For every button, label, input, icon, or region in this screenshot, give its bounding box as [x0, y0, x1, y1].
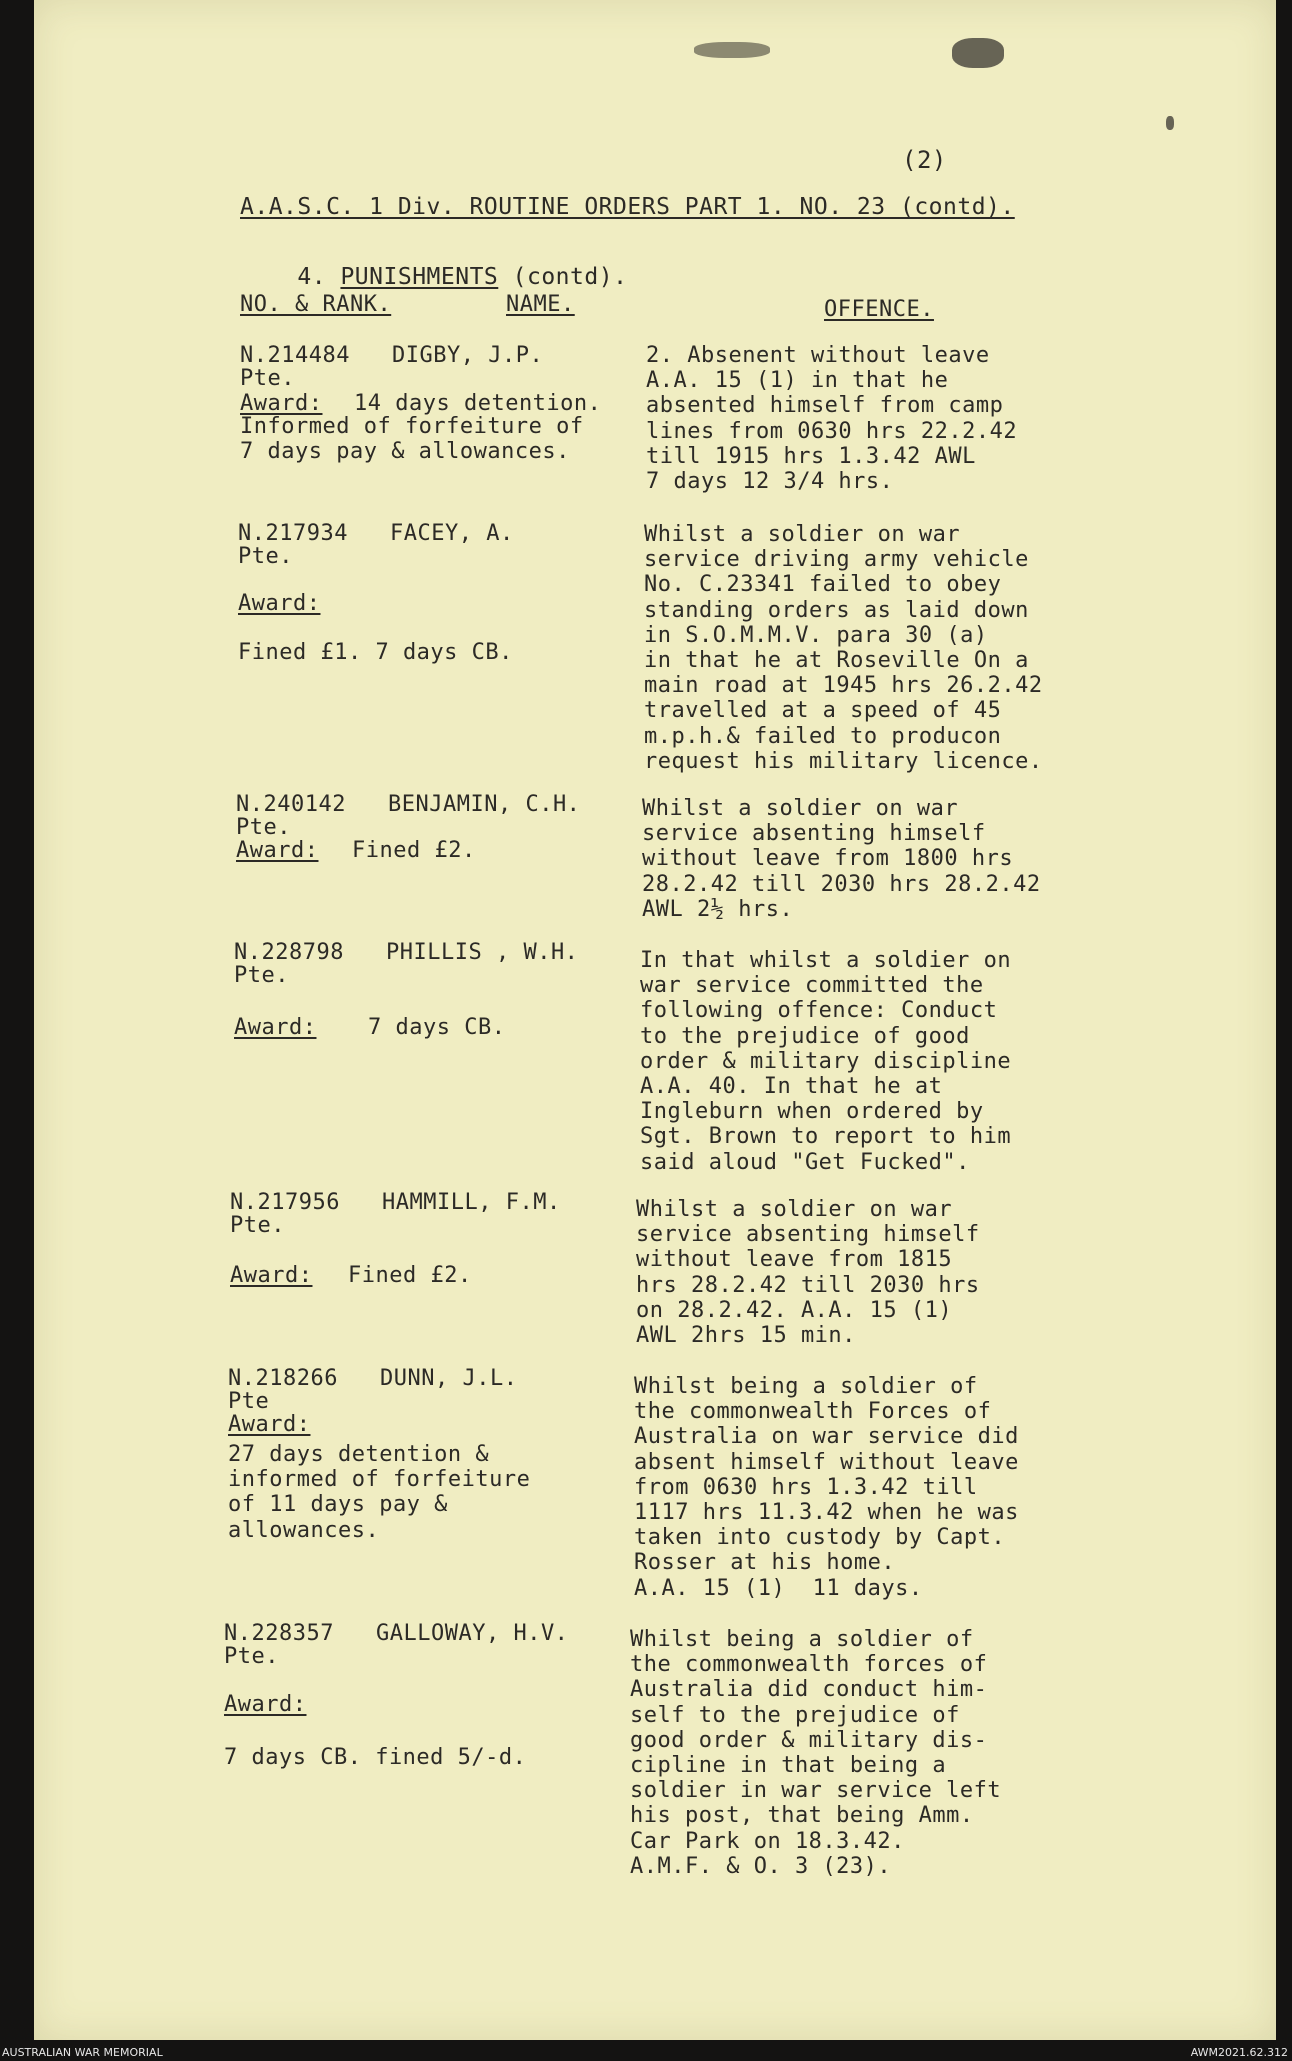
column-header-offence: OFFENCE. [824, 297, 934, 322]
award-text: Fined £1. 7 days CB. [238, 640, 513, 665]
entry-name: DIGBY, J.P. [392, 343, 544, 368]
entry-rank: Pte. [224, 1644, 279, 1669]
column-header-name: NAME. [506, 292, 575, 317]
entry-number: N.217956 [230, 1190, 340, 1215]
ink-smudge [952, 38, 1004, 68]
document-heading: A.A.S.C. 1 Div. ROUTINE ORDERS PART 1. NO. 23 (contd). [240, 194, 1015, 220]
entry-number: N.217934 [238, 521, 348, 546]
award-text: 7 days CB. [368, 1015, 506, 1040]
award-text: 7 days CB. fined 5/-d. [224, 1745, 527, 1770]
entry-rank: Pte. [234, 963, 289, 988]
award-text: Fined £2. [352, 838, 476, 863]
entry-name: DUNN, J.L. [380, 1366, 518, 1391]
award-label: Award: [228, 1412, 311, 1437]
entry-name: GALLOWAY, H.V. [376, 1621, 569, 1646]
entry-name: PHILLIS , W.H. [386, 940, 579, 965]
offence-text: Whilst a soldier on war service driving army vehicle No. C.23341 failed to obey standing orders as laid down in S.O.M.M.V. para 30 (a) in that he at Roseville On a main road at 1945 hrs 26.2.42 travelled at a speed of 45 m.p.h.& failed to producon request his military licence. [644, 522, 1043, 774]
offence-text: Whilst being a soldier of the commonwealth forces of Australia did conduct him- self to the prejudice of good order & military dis- cipline in that being a soldier in war service left his post, that being Amm. Car Park on 18.3.42. A.M.F. & O. 3 (23). [630, 1627, 1002, 1879]
offence-text: 2. Absenent without leave A.A. 15 (1) in that he absented himself from camp lines from 0630 hrs 22.2.42 till 1915 hrs 1.3.42 AWL 7 days 12 3/4 hrs. [646, 343, 1018, 495]
award-label: Award: [238, 591, 321, 616]
award-label: Award: [230, 1263, 313, 1288]
section-title: PUNISHMENTS [340, 264, 499, 290]
entry-number: N.228798 [234, 940, 344, 965]
entry-rank: Pte [228, 1389, 270, 1414]
page-number: (2) [902, 146, 947, 174]
section-suffix: (contd). [512, 264, 628, 290]
column-header-no-rank: NO. & RANK. [240, 292, 392, 317]
entry-name: HAMMILL, F.M. [382, 1190, 561, 1215]
entry-rank: Pte. [238, 544, 293, 569]
entry-rank: Pte. [230, 1213, 285, 1238]
offence-text: Whilst a soldier on war service absenting himself without leave from 1815 hrs 28.2.42 till 2030 hrs on 28.2.42. A.A. 15 (1) AWL 2hrs 15 min. [636, 1197, 980, 1349]
entry-number: N.240142 [236, 792, 346, 817]
entry-number: N.228357 [224, 1621, 334, 1646]
entry-rank: Pte. [236, 815, 291, 840]
document-page [34, 0, 1276, 2040]
ink-smudge [1166, 116, 1174, 130]
section-number: 4. [297, 264, 327, 290]
award-details: Informed of forfeiture of 7 days pay & allowances. [240, 414, 584, 465]
entry-rank: Pte. [240, 366, 295, 391]
entry-number: N.214484 [240, 343, 350, 368]
award-text: 14 days detention. [354, 391, 602, 416]
ink-smudge [694, 42, 770, 58]
footer-accession-number: AWM2021.62.312 [1190, 2046, 1288, 2059]
award-text: Fined £2. [348, 1263, 472, 1288]
offence-text: In that whilst a soldier on war service committed the following offence: Conduct to the prejudice of good order & military discipline A.A. 40. In that he at Ingleburn when ordered by Sgt. Brown to report to him said aloud "Get Fucked". [640, 948, 1012, 1175]
entry-number: N.218266 [228, 1366, 338, 1391]
offence-text: Whilst a soldier on war service absenting himself without leave from 1800 hrs 28.2.42 till 2030 hrs 28.2.42 AWL 2½ hrs. [642, 796, 1041, 922]
award-label: Award: [234, 1015, 317, 1040]
award-label: Award: [236, 838, 319, 863]
footer-source: AUSTRALIAN WAR MEMORIAL [2, 2046, 163, 2059]
offence-text: Whilst being a soldier of the commonwealth Forces of Australia on war service did absent himself without leave from 0630 hrs 1.3.42 till 1117 hrs 11.3.42 when he was taken into custody by Capt. Rosser at his home. A.A. 15 (1) 11 days. [634, 1374, 1019, 1601]
award-text: 27 days detention & informed of forfeiture of 11 days pay & allowances. [228, 1442, 531, 1543]
award-label: Award: [240, 391, 323, 416]
entry-name: FACEY, A. [390, 521, 514, 546]
entry-name: BENJAMIN, C.H. [388, 792, 581, 817]
award-label: Award: [224, 1692, 307, 1717]
